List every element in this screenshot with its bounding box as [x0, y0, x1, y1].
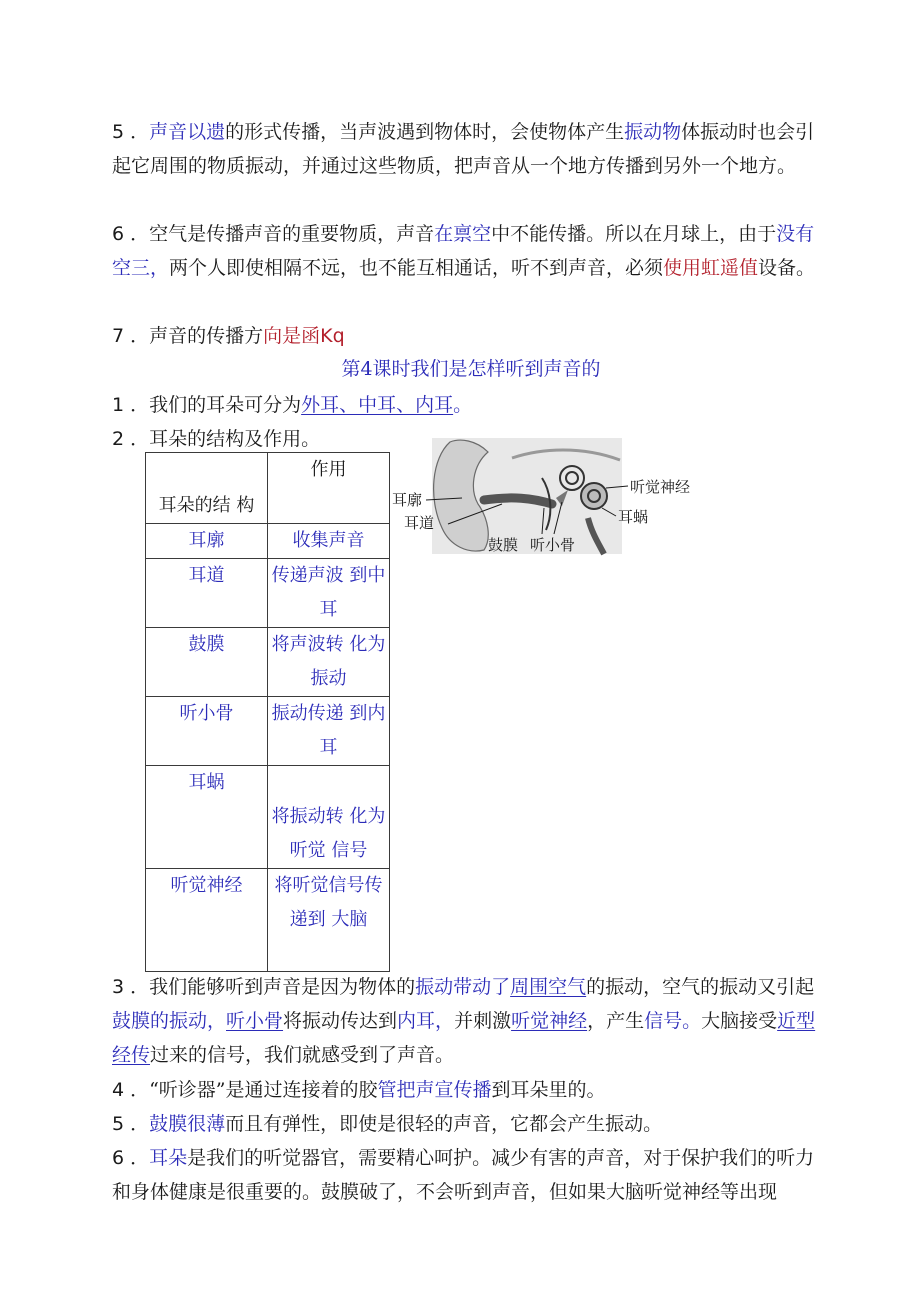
text-run: ．我们的耳朵可分为 — [130, 394, 302, 416]
text-run: 听小骨 — [226, 1010, 284, 1032]
text-run: 振动物 — [624, 121, 682, 143]
table-cell-part: 听觉神经 — [146, 869, 268, 972]
table-cell-function: 将听觉信号传递到 大脑 — [268, 869, 390, 972]
text-run: 耳朵 — [149, 1147, 188, 1169]
text-run: 向是函 — [263, 325, 321, 347]
item-number: 4 — [112, 1079, 125, 1101]
table-cell-part: 耳道 — [146, 559, 268, 628]
item-number: 2 — [112, 428, 125, 450]
text-run: ．“听诊器”是通过连接着的胶 — [130, 1079, 378, 1101]
table-cell-function: 收集声音 — [268, 524, 390, 559]
text-run: 将振动传达到 — [283, 1010, 398, 1032]
text-run: 体振动时也会引起它周围的物质振动，并通过这些物质，把声音从一个地方传播到另外一个地方。 — [112, 121, 815, 177]
ear-illustration — [432, 438, 622, 554]
text-run: 。 — [453, 394, 473, 416]
table-cell-part: 鼓膜 — [146, 628, 268, 697]
item-4-stethoscope — [112, 1073, 830, 1107]
table-row — [146, 766, 390, 869]
item-3-hearing — [112, 970, 830, 1072]
table-cell-function: 将声波转 化为振动 — [268, 628, 390, 697]
table-header-row — [146, 453, 390, 524]
text-run: 外耳、中耳、内耳 — [301, 394, 454, 416]
text-run: 信号。 — [644, 1010, 702, 1032]
table-row — [146, 524, 390, 559]
table-header-function: 作用 — [268, 453, 390, 524]
table-cell-function: 将振动转 化为听觉 信号 — [268, 766, 390, 869]
item-number: 6 — [112, 223, 125, 245]
text-run: 中不能传播。所以在月球上，由于 — [491, 223, 777, 245]
ear-anatomy-diagram — [392, 438, 702, 556]
item-number: 7 — [112, 325, 125, 347]
label-eardrum: 鼓膜 — [488, 536, 519, 554]
item-number: 6 — [112, 1147, 125, 1169]
text-run: 管把声宣传播 — [377, 1079, 492, 1101]
label-ossicles: 听小骨 — [530, 536, 576, 554]
text-run: 听觉神经 — [511, 1010, 588, 1032]
item-5-eardrum — [112, 1107, 830, 1141]
table-cell-part: 听小骨 — [146, 697, 268, 766]
label-cochlea: 耳蜗 — [618, 508, 649, 526]
text-run: ． — [130, 1147, 150, 1169]
table-row — [146, 869, 390, 972]
item-number: 5 — [112, 1113, 125, 1135]
table-cell-part: 耳蜗 — [146, 766, 268, 869]
text-run: 周围空气 — [510, 976, 587, 998]
item-number: 1 — [112, 394, 125, 416]
text-run: 到耳朵里的。 — [491, 1079, 606, 1101]
label-pinna: 耳廓 — [392, 491, 423, 509]
text-run: Kq — [320, 325, 345, 347]
text-run: 而且有弹性，即使是很轻的声音，它都会产生振动。 — [225, 1113, 663, 1135]
text-run: 的形式传播，当声波遇到物体时，会使物体产生 — [225, 121, 625, 143]
text-run: 在禀空 — [434, 223, 492, 245]
item-7-top — [112, 319, 830, 353]
text-run: 鼓膜的振动， — [112, 1010, 227, 1032]
text-run: 过来的信号，我们就感受到了声音。 — [150, 1044, 455, 1066]
item-5-top — [112, 115, 830, 183]
ear-structure-table — [145, 452, 390, 972]
item-6-ear-care — [112, 1141, 830, 1209]
item-6-top — [112, 217, 830, 285]
text-run: ．声音的传播方 — [130, 325, 264, 347]
text-run: 鼓膜很薄 — [149, 1113, 226, 1135]
item-1-ear-parts — [112, 388, 830, 422]
table-cell-part: 耳廓 — [146, 524, 268, 559]
text-run: ． — [130, 121, 150, 143]
text-run: 内耳， — [397, 1010, 455, 1032]
item-number: 3 — [112, 976, 125, 998]
text-run: 两个人即使相隔不远，也不能互相通话，听不到声音，必须 — [169, 257, 664, 279]
label-ear-canal: 耳道 — [404, 514, 435, 532]
table-header-structure: 耳朵的结 构 — [146, 453, 268, 524]
text-run: 的振动，空气的振动又引起 — [586, 976, 815, 998]
table-row — [146, 628, 390, 697]
text-run: 设备。 — [758, 257, 816, 279]
text-run: 并刺激 — [454, 1010, 512, 1032]
text-run: ，产生 — [587, 1010, 645, 1032]
text-run: 声音以遗 — [149, 121, 226, 143]
text-run: 近型经传 — [112, 1010, 816, 1066]
text-run: ． — [130, 1113, 150, 1135]
text-run: ．耳朵的结构及作用。 — [130, 428, 321, 450]
text-run: 大脑接受 — [701, 1010, 778, 1032]
text-run: 使用虹遥值 — [663, 257, 759, 279]
table-cell-function: 传递声波 到中耳 — [268, 559, 390, 628]
label-auditory-nerve: 听觉神经 — [630, 478, 691, 496]
text-run: 没有空三， — [112, 223, 815, 279]
text-run: 是我们的听觉器官，需要精心呵护。减少有害的声音，对于保护我们的听力和身体健康是很重要的。鼓膜破了，不会听到声音，但如果大脑听觉神经等出现 — [112, 1147, 815, 1203]
item-number: 5 — [112, 121, 125, 143]
text-run: 振动带动了 — [415, 976, 511, 998]
table-cell-function: 振动传递 到内耳 — [268, 697, 390, 766]
table-row — [146, 697, 390, 766]
text-run: ．空气是传播声音的重要物质，声音 — [130, 223, 435, 245]
text-run: ．我们能够听到声音是因为物体的 — [130, 976, 416, 998]
table-row — [146, 559, 390, 628]
lesson-title: 第4课时我们是怎样听到声音的 — [341, 358, 601, 380]
